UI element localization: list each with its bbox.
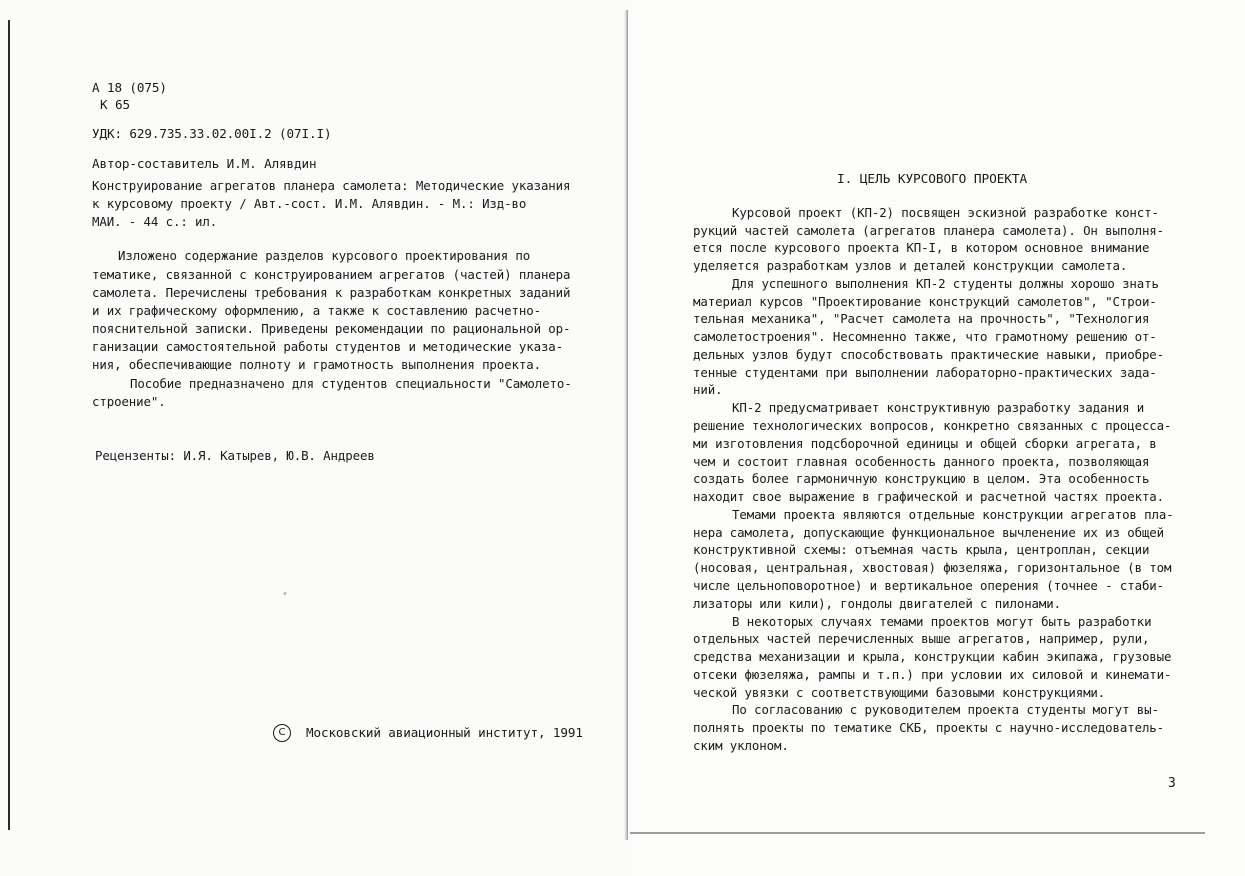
biblio-line: Конструирование агрегатов планера самолета: Методические указания bbox=[92, 178, 571, 193]
body-line: решение технологических вопросов, конкретно связанных с процесса- bbox=[693, 418, 1172, 433]
copyright-icon: C bbox=[273, 724, 291, 742]
body-line: самолетостроения". Несомненно также, что грамотному решению от- bbox=[693, 329, 1157, 344]
body-line: лизаторы или кили), гондолы двигателей с пилонами. bbox=[693, 596, 1061, 611]
biblio-line: МАИ. - 44 с.: ил. bbox=[92, 214, 218, 229]
scan-mark bbox=[283, 592, 286, 596]
body-line: конструктивной схемы: отъемная часть крыла, центроплан, секции bbox=[693, 542, 1150, 557]
classification-code: А 18 (075) bbox=[92, 80, 167, 95]
section-heading: I. ЦЕЛЬ КУРСОВОГО ПРОЕКТА bbox=[837, 172, 1028, 187]
body-line: В некоторых случаях темами проектов могут быть разработки bbox=[732, 614, 1152, 629]
abstract-line: строение". bbox=[92, 394, 166, 409]
body-line: уделяется разработкам узлов и деталей конструкции самолета. bbox=[693, 258, 1128, 273]
body-line: КП-2 предусматривает конструктивную разработку задания и bbox=[732, 400, 1145, 415]
body-line: Курсовой проект (КП-2) посвящен эскизной разработке конст- bbox=[732, 205, 1159, 220]
body-line: средства механизации и крыла, конструкции кабин экипажа, грузовые bbox=[693, 649, 1172, 664]
reviewers-line: Рецензенты: И.Я. Катырев, Ю.В. Андреев bbox=[95, 448, 375, 463]
body-line: ским уклоном. bbox=[693, 738, 789, 753]
body-line: отсеки фюзеляжа, рампы и т.п.) при условии их силовой и кинемати- bbox=[693, 667, 1172, 682]
body-line: (носовая, центральная, хвостовая) фюзеляжа, горизонтальное (в том bbox=[693, 560, 1172, 575]
body-line: рукций частей самолета (агрегатов планера самолета). Он выполня- bbox=[693, 223, 1165, 238]
body-line: создать более гармоничную конструкцию в целом. Эта особенность bbox=[693, 471, 1150, 486]
body-line: нера самолета, допускающие функциональное вычленение их из общей bbox=[693, 525, 1165, 540]
body-line: ми изготовления подсборочной единицы и общей сборки агрегата, в bbox=[693, 436, 1157, 451]
abstract-line: пояснительной записки. Приведены рекомендации по рациональной ор- bbox=[92, 321, 571, 336]
copyright-line: Московский авиационный институт, 1991 bbox=[306, 725, 583, 740]
udc-code: УДК: 629.735.33.02.00I.2 (07I.I) bbox=[92, 126, 332, 141]
page-edge bbox=[8, 20, 10, 830]
body-line: тенные студентами при выполнении лабораторно-практических зада- bbox=[693, 365, 1157, 380]
body-line: отдельных частей перечисленных выше агрегатов, например, рули, bbox=[693, 631, 1150, 646]
body-line: дельных узлов будут способствовать практические навыки, приобре- bbox=[693, 347, 1165, 362]
page-bottom-edge bbox=[630, 832, 1205, 834]
body-line: чем и состоит главная особенность данного проекта, позволяющая bbox=[693, 454, 1150, 469]
body-line: Для успешного выполнения КП-2 студенты должны хорошо знать bbox=[732, 276, 1159, 291]
biblio-line: к курсовому проекту / Авт.-сост. И.М. Алявдин. - М.: Изд-во bbox=[92, 196, 527, 211]
author-line: Автор-составитель И.М. Алявдин bbox=[92, 156, 317, 171]
abstract-line: Изложено содержание разделов курсового проектирования по bbox=[118, 248, 531, 263]
body-line: материал курсов "Проектирование конструкций самолетов", "Строи- bbox=[693, 294, 1157, 309]
abstract-line: ганизации самостоятельной работы студентов и методические указа- bbox=[92, 339, 564, 354]
body-line: Темами проекта являются отдельные конструкции агрегатов пла- bbox=[732, 507, 1174, 522]
right-page bbox=[628, 0, 1245, 876]
body-line: полнять проекты по тематике СКБ, проекты с научно-исследователь- bbox=[693, 720, 1165, 735]
abstract-line: самолета. Перечислены требования к разработкам конкретных заданий bbox=[92, 285, 571, 300]
body-line: тельная механика", "Расчет самолета на прочность", "Технология bbox=[693, 311, 1150, 326]
author-mark: К 65 bbox=[100, 97, 130, 112]
page-number: 3 bbox=[1168, 776, 1176, 791]
abstract-line: ния, обеспечивающие полноту и грамотность выполнения проекта. bbox=[92, 357, 541, 372]
body-line: ческой увязки с соответствующими базовыми конструкциями. bbox=[693, 685, 1106, 700]
body-line: числе цельноповоротное) и вертикальное оперения (точнее - стаби- bbox=[693, 578, 1165, 593]
body-line: находит свое выражение в графической и расчетной частях проекта. bbox=[693, 489, 1165, 504]
abstract-line: и их графическому оформлению, а также к составлению расчетно- bbox=[92, 303, 541, 318]
body-line: ний. bbox=[693, 382, 723, 397]
body-line: По согласованию с руководителем проекта студенты могут вы- bbox=[732, 702, 1159, 717]
abstract-line: тематике, связанной с конструированием агрегатов (частей) планера bbox=[92, 267, 571, 282]
body-line: ется после курсового проекта КП-I, в котором основное внимание bbox=[693, 240, 1150, 255]
abstract-line: Пособие предназначено для студентов специальности "Самолето- bbox=[130, 376, 572, 391]
